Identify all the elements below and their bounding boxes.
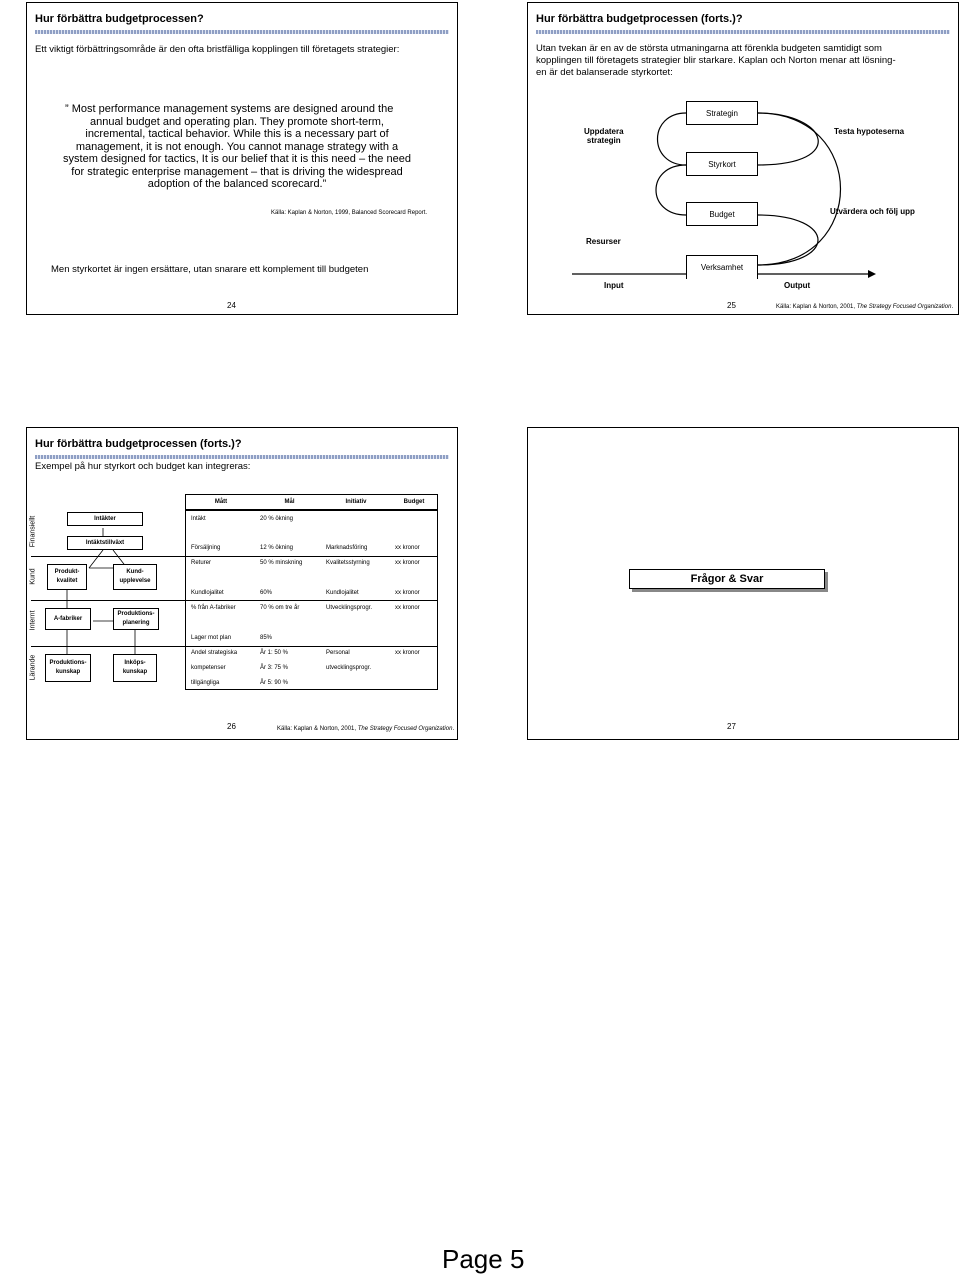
slide-number: 27 <box>727 722 736 731</box>
header-mal: Mål <box>284 499 295 505</box>
conclusion-text: Men styrkortet är ingen ersättare, utan snarare ett komplement till budgeten <box>51 264 369 275</box>
cell-matt: Försäljning <box>191 545 221 551</box>
cell-matt: Returer <box>191 560 212 566</box>
test-hypothesis-loop <box>758 113 818 165</box>
cell-initiativ: utvecklingsprogr. <box>326 665 372 671</box>
slide-title: Hur förbättra budgetprocessen (forts.)? <box>536 13 743 25</box>
page-label: Page 5 <box>442 1244 525 1274</box>
cell-budget: xx kronor <box>395 560 420 566</box>
afabriker-node: A-fabriker <box>45 608 91 630</box>
intro-text: Exempel på hur styrkort och budget kan integreras: <box>35 461 251 472</box>
cell-mal: 85% <box>260 635 273 641</box>
slide-number: 24 <box>227 301 236 310</box>
cell-initiativ: Utvecklingsprogr. <box>326 605 373 611</box>
header-budget: Budget <box>403 499 425 505</box>
cell-matt: Lager mot plan <box>191 635 232 641</box>
kundupplevelse-node: Kund- upplevelse <box>113 564 157 590</box>
slide-number: 25 <box>727 301 736 310</box>
slide-title: Hur förbättra budgetprocessen (forts.)? <box>35 438 242 450</box>
slide-27 <box>527 427 959 740</box>
update-strategy-loop <box>658 113 687 165</box>
cell-mal: År 1: 50 % <box>260 650 289 656</box>
inkopskunskap-node: Inköps- kunskap <box>113 654 157 682</box>
cell-initiativ: Personal <box>326 650 350 656</box>
source-note: Källa: Kaplan & Norton, 2001, The Strategy Focused Organization. <box>776 304 954 310</box>
produktionsplanering-node: Produktions- planering <box>113 608 159 630</box>
qa-box: Frågor & Svar <box>629 569 825 589</box>
kaplan-quote: ” Most performance management systems are designed around the annual budget and operating plan. They promote short-term, incremental, tactical behavior. While this is a necessary part of management, it is not enough. You cannot manage strategy with a system designed for tactics, It is our belief that it is this need – the need for strategic enterprise management – that is driving the widespread adoption of the balanced scorecard.” <box>63 103 411 190</box>
cell-initiativ: Kvalitetsstyrning <box>326 560 370 566</box>
verksamhet-node: Verksamhet <box>686 255 758 279</box>
header-initiativ: Initiativ <box>345 499 367 505</box>
styrkort-node: Styrkort <box>686 152 758 176</box>
cell-matt: % från A-fabriker <box>191 605 236 611</box>
uppdatera-label: Uppdatera strategin <box>584 127 624 145</box>
cell-budget: xx kronor <box>395 605 420 611</box>
cell-budget: xx kronor <box>395 650 420 656</box>
source-note: Källa: Kaplan & Norton, 1999, Balanced Scorecard Report. <box>271 210 428 216</box>
intro-text: Ett viktigt förbättringsområde är den ofta bristfälliga kopplingen till företagets strategier: <box>35 44 400 55</box>
perspective-finansiellt: Finansiellt <box>29 515 37 548</box>
cell-mal: 12 % ökning <box>260 545 294 551</box>
perspective-larande: Lärande <box>29 654 37 681</box>
cell-mal: 50 % minskning <box>260 560 303 566</box>
cell-mal: År 5: 90 % <box>260 680 289 686</box>
update-strategy-loop-lower <box>656 165 686 215</box>
strategin-node: Strategin <box>686 101 758 125</box>
slide-title: Hur förbättra budgetprocessen? <box>35 13 204 25</box>
cell-initiativ: Kundlojalitet <box>326 590 359 596</box>
input-label: Input <box>604 281 624 290</box>
cell-mal: År 3: 75 % <box>260 665 289 671</box>
cell-budget: xx kronor <box>395 545 420 551</box>
testa-label: Testa hypoteserna <box>834 127 905 136</box>
source-note: Källa: Kaplan & Norton, 2001, The Strategy Focused Organization. <box>277 726 455 732</box>
slide-24 <box>26 2 458 315</box>
evaluate-loop <box>758 215 818 265</box>
connector <box>89 550 103 568</box>
flow-arrowhead <box>868 270 876 278</box>
cell-budget: xx kronor <box>395 590 420 596</box>
perspective-kund: Kund <box>29 568 37 585</box>
intaktstillvaxt-node: Intäktstillväxt <box>67 536 143 550</box>
cell-matt: Intäkt <box>191 516 206 522</box>
header-matt: Mått <box>214 499 228 505</box>
budget-node: Budget <box>686 202 758 226</box>
perspective-internt: Internt <box>29 610 37 631</box>
produktkvalitet-node: Produkt- kvalitet <box>53 564 81 590</box>
intakter-node: Intäkter <box>67 512 143 526</box>
cell-initiativ: Marknadsföring <box>326 545 368 551</box>
title-rule <box>35 30 449 34</box>
produktkvalitet-box <box>47 564 87 590</box>
cell-matt: kompetenser <box>191 665 226 671</box>
cell-matt: Kundlojalitet <box>191 590 224 596</box>
cell-mal: 70 % om tre år <box>260 605 300 611</box>
slide-26 <box>26 427 458 740</box>
utvardera-label: Utvärdera och följ upp <box>830 207 915 216</box>
slide-25 <box>527 2 959 315</box>
cell-matt: tillgängliga <box>191 680 220 686</box>
slide-number: 26 <box>227 722 236 731</box>
output-label: Output <box>784 281 811 290</box>
cell-mal: 20 % ökning <box>260 516 294 522</box>
strategy-map-connectors <box>27 428 457 739</box>
resurser-label: Resurser <box>586 237 621 246</box>
cell-mal: 60% <box>260 590 273 596</box>
cell-matt: Andel strategiska <box>191 650 238 656</box>
produktionskunskap-node: Produktions- kunskap <box>45 654 91 682</box>
intro-text: Utan tvekan är en av de största utmaningarna att förenkla budgeten samtidigt som kopplingen till företagets strategier blir starkare. Kaplan och Norton menar att lösning- en är det balanserade styrkortet: <box>536 43 896 78</box>
outer-loop <box>758 113 841 265</box>
